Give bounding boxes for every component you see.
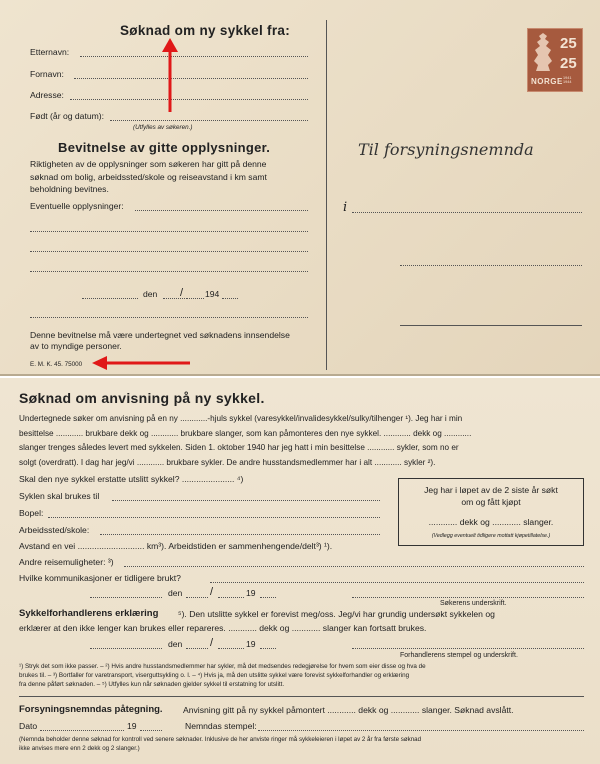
- field-fornavn: Fornavn:: [30, 69, 64, 79]
- line-applicant-sign: [352, 597, 584, 598]
- line-workplace: [100, 534, 380, 535]
- field-bopel: Bopel:: [19, 508, 44, 518]
- nemnd-text: Anvisning gitt på ny sykkel påmontert ............ dekk og ............ slanger. Søknad avslått.: [183, 705, 514, 715]
- line-adresse: [70, 99, 308, 100]
- address-prefix: i: [343, 200, 348, 215]
- line-back-month: [218, 597, 244, 598]
- stamp-country: NORGE: [531, 77, 563, 86]
- line-bopel: [48, 517, 380, 518]
- stamp-value-top: 25: [560, 35, 577, 52]
- box-line-1: Jeg har i løpet av de 2 siste år søkt: [424, 485, 558, 495]
- dealer-text-1: ⁵). Den utslitte sykkel er forevist meg/oss. Jeg/vi har grundig undersøkt sykkelen og: [178, 609, 495, 619]
- line-other-2: [30, 231, 308, 232]
- line-usage: [112, 500, 380, 501]
- dealer-text-2: erklærer at den ikke lenger kan brukes eller repareres. ............ dekk og ............ slanger kan fortsatt brukes.: [19, 623, 427, 633]
- back-date-year: 19: [246, 588, 256, 598]
- nemnd-title: Forsyningsnemndas påtegning.: [19, 704, 163, 715]
- print-code: E. M. K. 45. 75000: [30, 361, 83, 368]
- line-dealer-day: [186, 648, 208, 649]
- dealer-date-year: 19: [246, 639, 256, 649]
- previous-purchase-box: [398, 478, 584, 546]
- date-slash: /: [180, 287, 184, 299]
- line-dealer-month: [218, 648, 244, 649]
- footnotes: ¹) Stryk det som ikke passer. – ²) Hvis andre husstandsmedlemmer har sykler, må det medsendes redegjørelse for hvem som eier disse og hva de brukes til. – ³) Bortfaller for varetransport, viserguttsykling o. l. – ⁴) Hvis ja, må den utslitte sykkel være forevist sykkelforhandler og erklæring fra denne påført søknaden. – ⁵) Utfylles kun når søknaden gjelder sykkel til erstatning for utslitt.: [19, 663, 426, 688]
- divider-line: [326, 20, 327, 370]
- addressee: Til forsyningsnemnda: [358, 140, 534, 159]
- comms-question: Hvilke kommunikasjoner er tidligere brukt?: [19, 573, 181, 583]
- annotation-arrow-up: [160, 38, 180, 114]
- divider-nemnd: [19, 696, 584, 697]
- line-back-year: [260, 597, 276, 598]
- annotation-arrow-left: [92, 355, 192, 371]
- address-line-1: [352, 212, 582, 213]
- field-etternavn: Etternavn:: [30, 47, 70, 57]
- date-den: den: [143, 289, 158, 299]
- line-other-travel: [124, 566, 584, 567]
- dealer-title: Sykkelforhandlerens erklæring: [19, 608, 159, 619]
- line-comms: [210, 582, 584, 583]
- dealer-signature-label: Forhandlerens stempel og underskrift.: [400, 652, 518, 659]
- applicant-signature-label: Søkerens underskrift.: [440, 600, 507, 607]
- question-replace: Skal den nye sykkel erstatte utslitt sykkel? ...................... ⁴): [19, 474, 244, 484]
- dato-year: 19: [127, 721, 137, 731]
- postcard-back: [0, 378, 600, 764]
- box-line-3: ............ dekk og ............ slanger.: [428, 517, 554, 527]
- dealer-date-den: den: [168, 639, 183, 649]
- field-fodt: Født (år og datum):: [30, 111, 105, 121]
- line-other-3: [30, 251, 308, 252]
- lion-icon: [530, 31, 556, 73]
- address-line-3: [400, 325, 582, 326]
- line-dealer-place: [90, 648, 162, 649]
- address-line-2: [400, 265, 582, 266]
- footer-text: Denne bevitnelse må være undertegnet ved søknadens innsendelse av to myndige personer.: [30, 330, 290, 351]
- final-note: (Nemnda beholder denne søknad for kontroll ved senere søknader. Inklusive de her anviste ringer må sykkeleieren i løpet av 2 år fra første søknad ikke anvises mere enn 2 dekk og 2 slanger.): [19, 736, 422, 752]
- filled-note: (Utfylles av søkeren.): [133, 124, 193, 131]
- back-title: Søknad om anvisning på ny sykkel.: [19, 390, 265, 406]
- line-fodt: [110, 120, 308, 121]
- line-other-4: [30, 271, 308, 272]
- line-back-day: [186, 597, 208, 598]
- field-adresse: Adresse:: [30, 90, 64, 100]
- postcard-front: [0, 0, 600, 376]
- box-note: (Vedlegg eventuelt tidligere mottatt kjøpetillatelse.): [431, 533, 551, 539]
- line-sign-1: [30, 317, 308, 318]
- line-dealer-sign: [352, 648, 584, 649]
- nemnd-stamp-label: Nemndas stempel:: [185, 721, 257, 731]
- date-year: 194: [205, 289, 220, 299]
- box-line-2: om og fått kjøpt: [461, 497, 521, 507]
- field-workplace: Arbeidssted/skole:: [19, 525, 90, 535]
- line-nemnd-stamp: [258, 730, 584, 731]
- postage-stamp: [527, 28, 583, 92]
- front-title: Søknad om ny sykkel fra:: [120, 23, 291, 38]
- other-info-label: Eventuelle opplysninger:: [30, 201, 124, 211]
- line-date-year: [222, 298, 238, 299]
- line-date-month: [186, 298, 204, 299]
- field-usage: Syklen skal brukes til: [19, 491, 100, 501]
- back-date-den: den: [168, 588, 183, 598]
- line-dato-year: [140, 730, 162, 731]
- line-dealer-year: [260, 648, 276, 649]
- back-date-slash: /: [210, 586, 214, 598]
- line-back-place: [90, 597, 162, 598]
- line-date-place: [82, 298, 138, 299]
- line-other-1: [135, 210, 308, 211]
- dato-label: Dato: [19, 721, 38, 731]
- line-etternavn: [80, 56, 308, 57]
- distance-text: Avstand en vei ............................ km³). Arbeidstiden er sammenhengende/delt³) ¹).: [19, 541, 333, 551]
- back-paragraph-1: Undertegnede søker om anvisning på en ny ............-hjuls sykkel (varesykkel/invalidesykkel/sulky/tilhenger ¹). Jeg har i min besittelse ............ brukbare dekk og ............ brukbare slanger, som kan påmonteres den nye sykkel. ............ dekk og ............ slanger trenges således levert med sykkelen. Siden 1. oktober 1940 har jeg hatt i min besittelse ............ sykler, som no er solgt (overdratt). I dag har jeg/vi ............ brukbare sykler. De andre husstandsmedlemmer har i alt ............ sykler ²).: [19, 414, 472, 467]
- stamp-years: 1941 1944: [563, 76, 572, 84]
- line-fornavn: [74, 78, 308, 79]
- front-subtitle: Bevitnelse av gitte opplysninger.: [58, 140, 271, 155]
- certify-text: Riktigheten av de opplysninger som søkeren har gitt på denne søknad om bolig, arbeidssted/skole og reiseavstand i km samt beholdning bevitnes.: [30, 159, 267, 194]
- other-travel: Andre reisemuligheter: ³): [19, 557, 114, 567]
- line-dato: [40, 730, 124, 731]
- stamp-value-bottom: 25: [560, 55, 577, 72]
- dealer-date-slash: /: [210, 637, 214, 649]
